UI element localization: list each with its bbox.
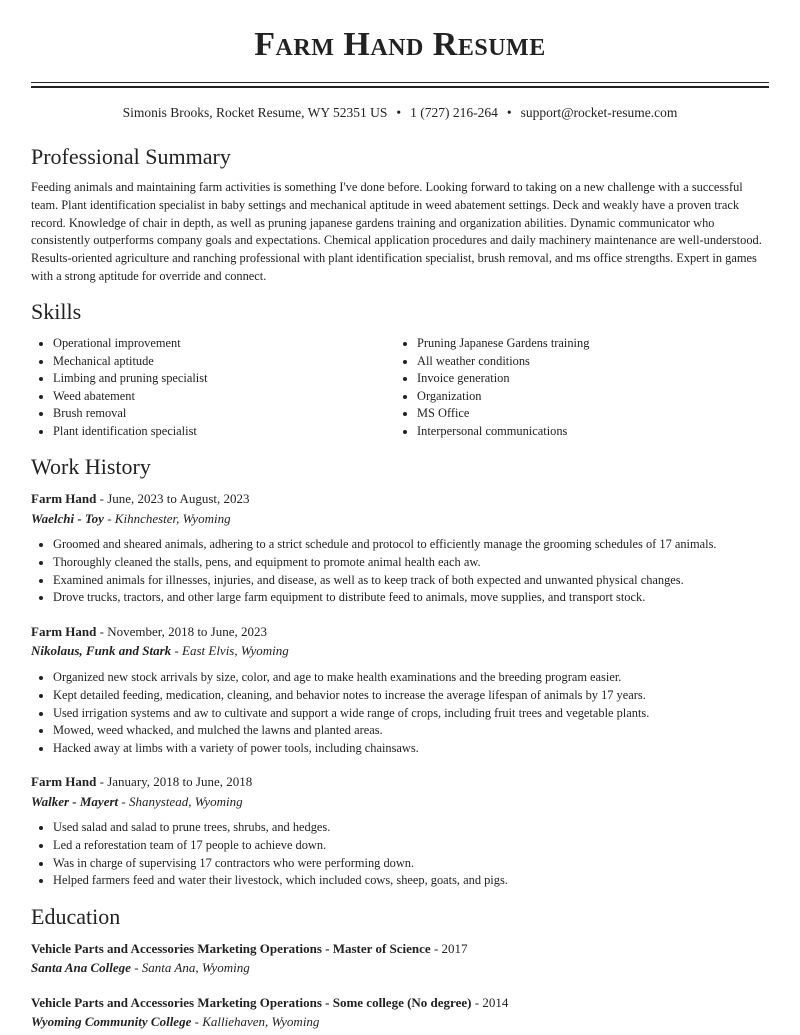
education-school-line: Wyoming Community College - Kalliehaven, Wyoming — [31, 1014, 320, 1029]
education-heading: Education — [31, 904, 121, 929]
job-bullets — [31, 669, 793, 758]
job-company-line: Waelchi - Toy - Kihnchester, Wyoming — [31, 511, 231, 526]
skill-item: • Mechanical aptitude — [53, 353, 393, 371]
skill-item: • All weather conditions — [417, 353, 787, 371]
job-dates: June, 2023 to August, 2023 — [107, 491, 250, 506]
job-company: Waelchi - Toy — [31, 511, 104, 526]
contact-line — [0, 105, 800, 121]
job-bullet: • Led a reforestation team of 17 people to achieve down. — [53, 837, 793, 855]
education-degree-line: Vehicle Parts and Accessories Marketing Operations - Master of Science - 2017 — [31, 941, 468, 956]
skill-item: • Interpersonal communications — [417, 423, 787, 441]
header-rule-thin — [31, 82, 769, 83]
summary-text: Feeding animals and maintaining farm activities is something I've done before. Looking forward to taking on a new challenge with a successful team. Plant identification specialist in baby settings and mechanical aptitude in weed abatement settings. Deck and weakly have a proven track record. Knowledge of chair in depth, as well as pruning japanese gardens training and organization abilities. Dynamic communicator who consistently outperforms company goals and expectations. Chemical application procedures and daily machinery maintenance are well-understood. Results-oriented agriculture and ranching professional with plant identification specialist, brush removal, and ms office strengths. Expert in games with a strong aptitude for override and connect. — [31, 180, 762, 283]
education-year: 2017 — [441, 941, 468, 956]
job-bullet: • Used salad and salad to prune trees, shrubs, and hedges. — [53, 819, 793, 837]
resume-title: Farm Hand Resume — [254, 26, 546, 63]
education-degree: Vehicle Parts and Accessories Marketing Operations - Some college (No degree) — [31, 995, 472, 1010]
job-location: Shanystead, Wyoming — [128, 794, 243, 809]
contact-phone: 1 (727) 216-264 — [410, 105, 498, 120]
job-dates: November, 2018 to June, 2023 — [107, 624, 268, 639]
job-company-line: Nikolaus, Funk and Stark - East Elvis, Wyoming — [31, 643, 289, 658]
skill-item: • Brush removal — [53, 405, 393, 423]
work-heading: Work History — [31, 454, 151, 479]
education-school-line: Santa Ana College - Santa Ana, Wyoming — [31, 960, 250, 975]
contact-address: Simonis Brooks, Rocket Resume, WY 52351 US — [122, 105, 388, 120]
job-dates: January, 2018 to June, 2018 — [107, 774, 253, 789]
job-bullet: • Examined animals for illnesses, injuries, and disease, as well as to keep track of both expected and unwanted physical changes. — [53, 572, 793, 590]
skill-item: • Weed abatement — [53, 388, 393, 406]
skills-heading: Skills — [31, 299, 82, 324]
job-company: Walker - Mayert — [31, 794, 119, 809]
job-title: Farm Hand — [31, 624, 97, 639]
job-bullet: • Hacked away at limbs with a variety of power tools, including chainsaws. — [53, 740, 793, 758]
education-year: 2014 — [482, 995, 509, 1010]
education-school: Wyoming Community College — [31, 1014, 192, 1029]
job-title: Farm Hand — [31, 491, 97, 506]
education-degree-line: Vehicle Parts and Accessories Marketing Operations - Some college (No degree) - 2014 — [31, 995, 509, 1010]
skills-list-left — [31, 335, 393, 441]
skills-list-right — [395, 335, 787, 441]
contact-separator: • — [506, 105, 512, 120]
job-location: East Elvis, Wyoming — [182, 643, 289, 658]
job-bullets — [31, 536, 793, 607]
job-company-line: Walker - Mayert - Shanystead, Wyoming — [31, 794, 243, 809]
job-title-line: Farm Hand - January, 2018 to June, 2018 — [31, 774, 253, 789]
education-location: Kalliehaven, Wyoming — [202, 1014, 320, 1029]
job-bullet: • Helped farmers feed and water their livestock, which included cows, sheep, goats, and pigs. — [53, 872, 793, 890]
skill-item: • Operational improvement — [53, 335, 393, 353]
contact-separator: • — [396, 105, 402, 120]
job-bullet: • Groomed and sheared animals, adhering to a strict schedule and protocol to efficiently manage the grooming schedules of 17 animals. — [53, 536, 793, 554]
skill-item: • Invoice generation — [417, 370, 787, 388]
skill-item: • Organization — [417, 388, 787, 406]
header-rule-thick — [31, 86, 769, 88]
skill-item: • Limbing and pruning specialist — [53, 370, 393, 388]
job-bullet: • Drove trucks, tractors, and other large farm equipment to distribute feed to animals, move supplies, and transport stock. — [53, 589, 793, 607]
job-company: Nikolaus, Funk and Stark — [31, 643, 172, 658]
contact-email: support@rocket-resume.com — [520, 105, 678, 120]
job-bullet: • Mowed, weed whacked, and mulched the lawns and planted areas. — [53, 722, 793, 740]
education-degree: Vehicle Parts and Accessories Marketing Operations - Master of Science — [31, 941, 431, 956]
job-location: Kihnchester, Wyoming — [114, 511, 231, 526]
job-bullet: • Was in charge of supervising 17 contractors who were performing down. — [53, 855, 793, 873]
job-bullet: • Thoroughly cleaned the stalls, pens, and equipment to promote animal health each aw. — [53, 554, 793, 572]
education-location: Santa Ana, Wyoming — [141, 960, 250, 975]
education-school: Santa Ana College — [31, 960, 131, 975]
summary-heading: Professional Summary — [31, 144, 231, 169]
job-title-line: Farm Hand - November, 2018 to June, 2023 — [31, 624, 268, 639]
skill-item: • MS Office — [417, 405, 787, 423]
job-bullet: • Organized new stock arrivals by size, color, and age to make health examinations and the breeding program easier. — [53, 669, 793, 687]
job-bullet: • Kept detailed feeding, medication, cleaning, and behavior notes to increase the average lifespan of animals by 17 years. — [53, 687, 793, 705]
skill-item: • Pruning Japanese Gardens training — [417, 335, 787, 353]
job-title: Farm Hand — [31, 774, 97, 789]
skill-item: • Plant identification specialist — [53, 423, 393, 441]
job-bullets — [31, 819, 793, 890]
job-bullet: • Used irrigation systems and aw to cultivate and support a wide range of crops, including fruit trees and vegetable plants. — [53, 705, 793, 723]
job-title-line: Farm Hand - June, 2023 to August, 2023 — [31, 491, 250, 506]
